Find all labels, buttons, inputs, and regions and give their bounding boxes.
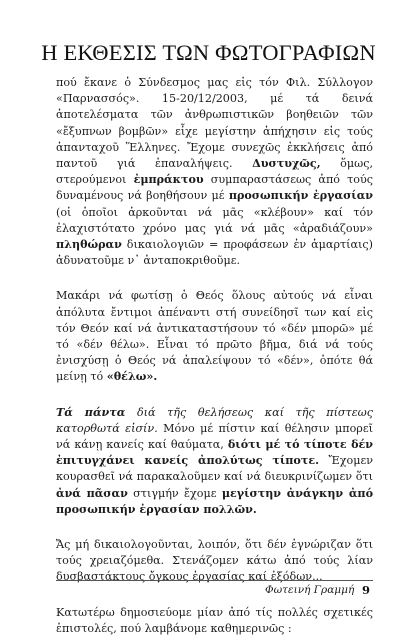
- body-paragraph: [56, 288, 373, 385]
- text-segment: Ἄς μή δικαιολογοῦνται, λοιπόν, ὅτι δέν ἐγνώριζαν ὅτι τούς χρειαζόμεθα. Στενάζομεν κάτω ἀπό τούς λίαν δυσβαστάκτους ὄγκους ἐργασίας καί ἐξόδων...: [56, 538, 373, 584]
- text-segment: συμπαραστάσεως ἀπό τούς δυναμένους νά βοηθήσουν μέ: [56, 173, 373, 203]
- text-segment: προσωπικήν ἐργασίαν: [228, 189, 373, 203]
- page-title: Η ΕΚΘΕΣΙΣ ΤΩΝ ΦΩΤΟΓΡΑΦΙΩΝ: [41, 40, 376, 65]
- text-segment: πληθώραν: [56, 238, 122, 252]
- text-segment: ἀνά πᾶσαν: [56, 486, 128, 500]
- text-segment: Ἔχομεν κουρασθεῖ νά παρακαλοῦμεν καί νά διευκρινίζωμεν ὅτι: [56, 454, 373, 484]
- text-segment: Δυστυχῶς,: [252, 157, 321, 171]
- page-number: 9: [362, 583, 371, 597]
- footer-publication-name: Φωτεινή Γραμμή: [265, 584, 355, 596]
- text-segment: Τά πάντα: [56, 405, 126, 419]
- text-segment: μεγίστην ἀνάγκην ἀπό προσωπικήν ἐργασίαν πολλῶν.: [56, 486, 373, 516]
- text-segment: ὅμως, στερούμενοι: [56, 157, 373, 187]
- body-paragraph: [56, 75, 373, 269]
- body-paragraph: [56, 405, 373, 518]
- text-segment: διά τῆς θελήσεως: [125, 405, 265, 419]
- text-segment: καί τῆς πίστεως κατορθωτά εἰσίν.: [56, 405, 374, 435]
- text-segment: διότι μέ τό τίποτε δέν ἐπιτυγχάνει κανείς ἀπολύτως τίποτε.: [56, 438, 374, 468]
- text-segment: Κατωτέρω δημοσιεύομε μίαν ἀπό τίς πολλές σχετικές ἐπιστολές, πού λαμβάνομε καθημερινῶς :: [56, 605, 373, 635]
- text-segment: ἐμπράκτου: [133, 173, 204, 187]
- text-segment: στιγμήν ἔχομε: [127, 486, 222, 500]
- footer-divider: [56, 580, 373, 581]
- article-body: [56, 75, 373, 637]
- text-segment: δικαιολογιῶν = προφάσεων ἐν ἁμαρτίαις) ἀδυνατοῦμε ν᾽ ἀνταποκριθοῦμε.: [56, 238, 373, 268]
- text-segment: Μόνο μέ πίστιν καί θέλησιν μπορεῖ νά κάνῃ κανείς καί θαύματα,: [56, 421, 373, 452]
- body-paragraph: [56, 537, 373, 586]
- text-segment: (οἱ ὁποῖοι ἀρκοῦνται νά μᾶς «κλέβουν» καί τόν ἐλαχιστότατο χρόνο μας γιά νά μᾶς «ἀραδιάζουν»: [56, 205, 373, 235]
- text-segment: Μακάρι νά φωτίσῃ ὁ Θεός ὅλους αὐτούς νά εἶναι ἀπόλυτα ἔντιμοι ἀπέναντι στή συνείδησῖ των καί εἰς τόν Θεόν καί νά ἀντικαταστήσουν τό «δέν μπορῶ» μέ τό «δέν θέλω». Εἶναι τό πρῶτο βῆμα, διά νά τούς ἐνισχύσῃ ὁ Θεός νά ἀπαλείψουν τό «δέν», ὁπότε θά μείνῃ τό: [56, 289, 373, 384]
- paragraph-gap: [56, 386, 373, 405]
- paragraph-gap: [56, 518, 373, 537]
- text-segment: πού ἔκανε ὁ Σύνδεσμος μας εἰς τόν Φιλ. Σύλλογον «Παρνασσός». 15-20/12/2003, μέ τά δεινά ἀποτελέσματα τῶν ἀνθρωπιστικῶν βοηθειῶν τῶν «ἔξυπνων βομβῶν» εἶχε μεγίστην ἀπήχησιν εἰς τούς ἁπανταχοῦ Ἕλληνες. Ἔχομε συνεχῶς ἐκκλήσεις ἀπό παντοῦ γιά ἐπαναλήψεις.: [56, 76, 373, 171]
- paragraph-gap: [56, 269, 373, 288]
- text-segment: «θέλω».: [106, 370, 158, 384]
